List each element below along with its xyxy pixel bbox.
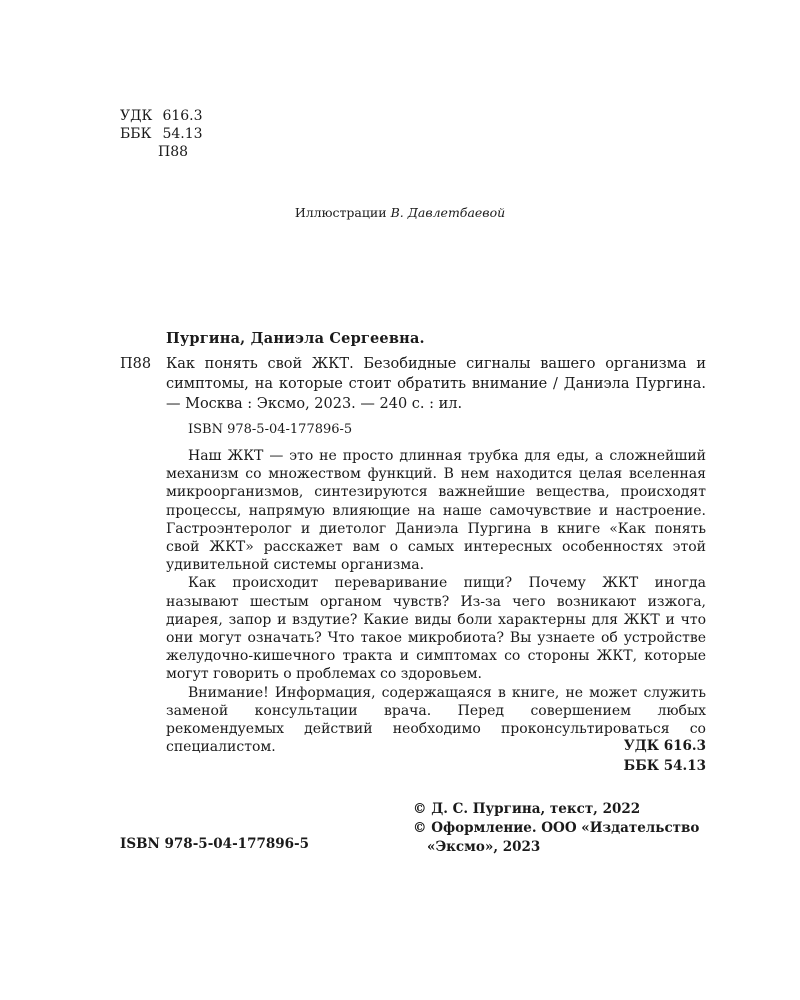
footer-bbk: ББК 54.13 bbox=[623, 758, 706, 774]
footer-isbn: ISBN 978-5-04-177896-5 bbox=[120, 836, 310, 852]
copyright-design-line-1: © Оформление. ООО «Издательство bbox=[413, 820, 700, 836]
udk-value: 616.3 bbox=[162, 108, 203, 124]
footer-classification bbox=[560, 736, 706, 776]
udk-line bbox=[120, 106, 203, 126]
annotation-paragraph-2: Как происходит переваривание пищи? Почему ЖКТ иногда называют шестым органом чувств? Из-за чего возникают изжога, диарея, запор и вздутие? Какие виды боли характерны для ЖКТ и что они могут означать? Что такое микробиота? Вы узнаете об устройстве желудочно-кишечного тракта и симптомах со стороны ЖКТ, которые могут говорить о проблемах со здоровьем. bbox=[166, 575, 706, 683]
bbk-value: 54.13 bbox=[162, 126, 203, 142]
illustrations-artist: В. Давлетбаевой bbox=[390, 205, 506, 220]
udk-label: УДК bbox=[120, 108, 153, 124]
illustrations-credit bbox=[0, 205, 800, 220]
copyright-text: © Д. С. Пургина, текст, 2022 bbox=[413, 801, 641, 817]
bbk-line bbox=[120, 124, 203, 144]
record-code: П88 bbox=[120, 356, 152, 372]
illustrations-label: Иллюстрации bbox=[294, 205, 387, 220]
annotation-paragraph-3: Внимание! Информация, содержащаяся в книге, не может служить заменой консультации врача. Перед совершением любых рекомендуемых действий необходимо проконсультироваться со специалистом. bbox=[166, 684, 706, 756]
annotation bbox=[166, 447, 706, 756]
bbk-label: ББК bbox=[120, 126, 152, 142]
annotation-paragraph-1: Наш ЖКТ — это не просто длинная трубка для еды, а сложнейший механизм со множеством функций. В нем находится целая вселенная микроорганизмов, синтезируются важнейшие вещества, происходят процессы, напрямую влияющие на наше самочувствие и настроение. Гастроэнтеролог и диетолог Даниэла Пургина в книге «Как понять свой ЖКТ» расскажет вам о самых интересных особенностях этой удивительной системы организма. bbox=[166, 448, 706, 574]
record-isbn: ISBN 978-5-04-177896-5 bbox=[188, 422, 353, 437]
record-description: Как понять свой ЖКТ. Безобидные сигналы вашего организма и симптомы, на которые стоит обратить внимание / Даниэла Пургина. — Москва : Эксмо, 2023. — 240 с. : ил. bbox=[166, 356, 706, 412]
copyright-block bbox=[413, 800, 699, 857]
footer-udk: УДК 616.3 bbox=[623, 738, 706, 754]
copyright-design-line-2: «Эксмо», 2023 bbox=[427, 839, 541, 855]
author-mark: П88 bbox=[158, 144, 189, 160]
record-author: Пургина, Даниэла Сергеевна. bbox=[166, 330, 425, 347]
